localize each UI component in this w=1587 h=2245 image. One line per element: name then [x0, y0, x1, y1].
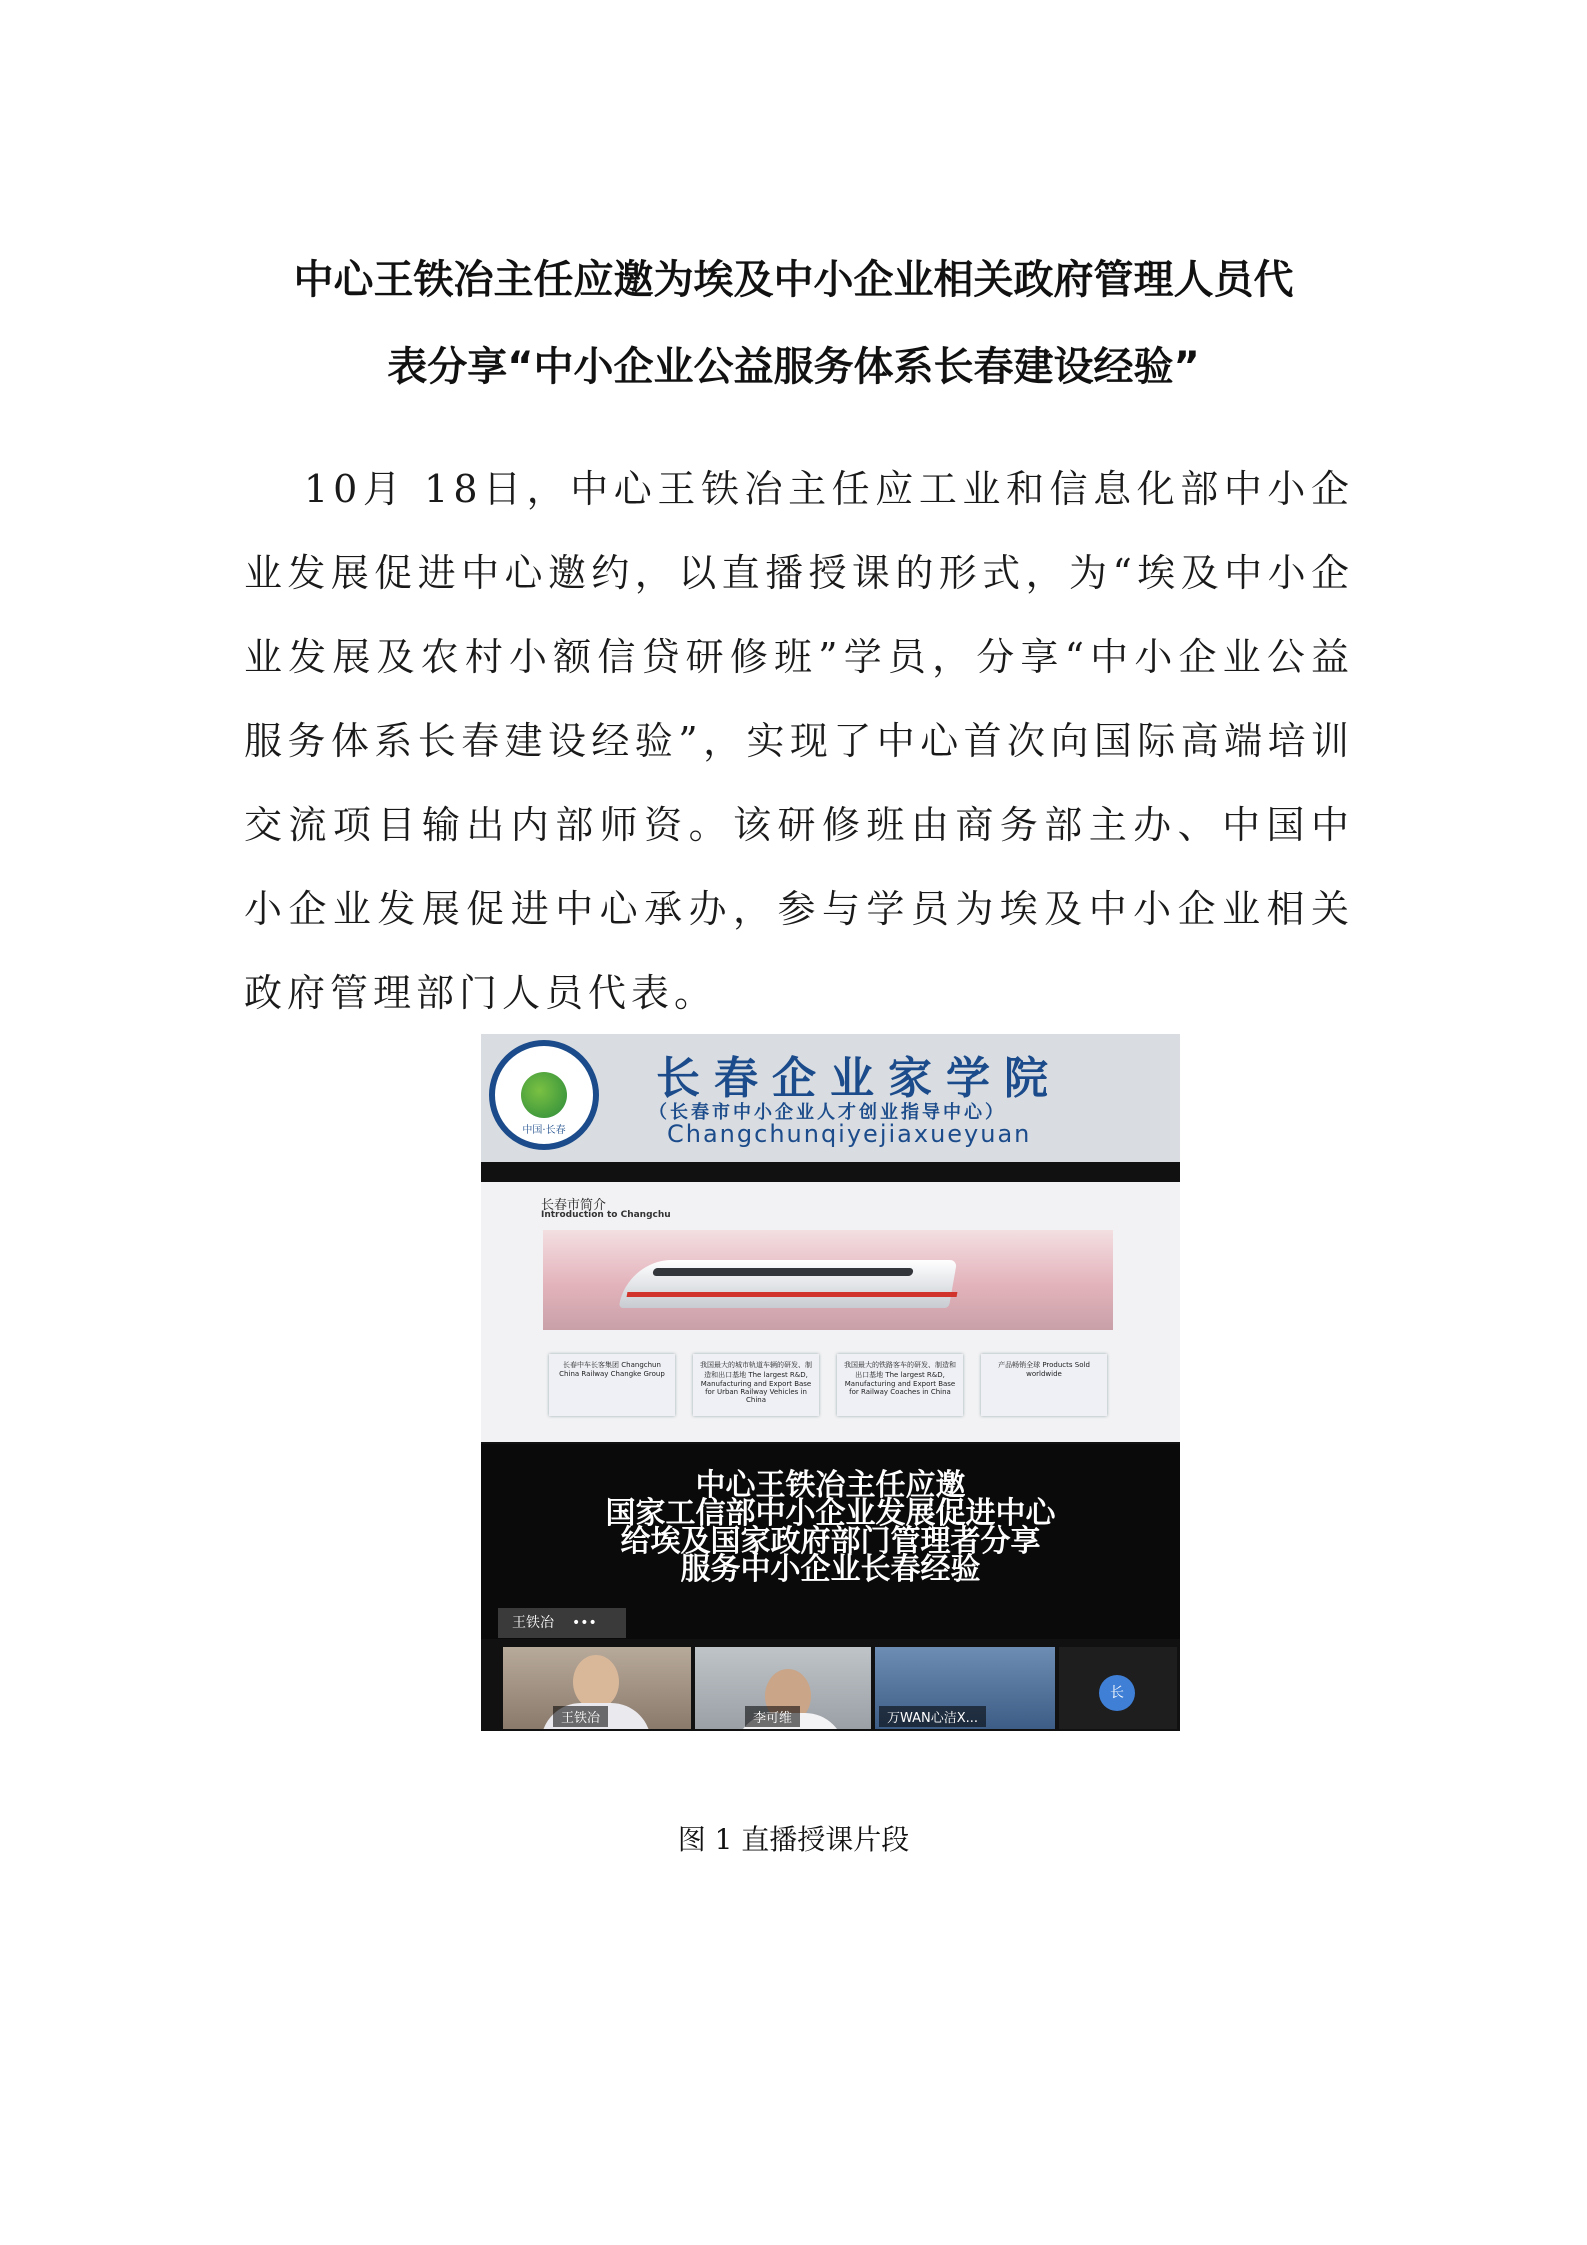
train-stripe — [627, 1292, 958, 1297]
logo-emblem-icon — [521, 1072, 567, 1118]
train-window — [652, 1268, 913, 1276]
slide-card: 我国最大的铁路客车的研发、制造和出口基地 The largest R&D, Manufacturing and Export Base for Railway Coaches in China — [837, 1354, 963, 1416]
participant-tile[interactable] — [875, 1647, 1055, 1729]
livestream-screenshot — [481, 1034, 1180, 1731]
slide-card: 长春中车长客集团 Changchun China Railway Changke Group — [549, 1354, 675, 1416]
speaker-tag[interactable] — [498, 1608, 626, 1638]
speaker-tag-name: 王铁冶 — [512, 1615, 554, 1631]
more-options-icon[interactable]: ••• — [572, 1615, 597, 1631]
slide-card: 产品畅销全球 Products Sold worldwide — [981, 1354, 1107, 1416]
participant-name: 万WAN心洁X... — [879, 1706, 986, 1727]
figure-caption: 图 1 直播授课片段 — [677, 1823, 910, 1856]
slide-cards — [549, 1354, 1109, 1416]
headline-overlay — [481, 1444, 1180, 1639]
participant-tile[interactable] — [1059, 1647, 1177, 1729]
presentation-slide — [481, 1182, 1180, 1442]
avatar — [573, 1655, 619, 1709]
school-banner — [481, 1034, 1180, 1162]
article-title-line-1: 中心王铁冶主任应邀为埃及中小企业相关政府管理人员代 — [293, 257, 1294, 303]
headline-text: 中心王铁冶主任应邀 国家工信部中小企业发展促进中心 给埃及国家政府部门管理者分享 服务中小企业长春经验 — [605, 1468, 1056, 1587]
participant-initial-avatar: 长 — [1099, 1675, 1135, 1711]
slide-title: 长春市简介 — [541, 1198, 607, 1213]
article-title-line-2: 表分享“中小企业公益服务体系长春建设经验” — [387, 344, 1200, 390]
school-logo — [489, 1040, 599, 1150]
school-name: 长春企业家学院 — [656, 1053, 1062, 1104]
slide-card: 我国最大的城市轨道车辆的研发、制造和出口基地 The largest R&D, Manufacturing and Export Base for Urban Railway Vehicles in China — [693, 1354, 819, 1416]
school-pinyin: Changchunqiyejiaxueyuan — [667, 1120, 1032, 1148]
participant-tile[interactable] — [695, 1647, 871, 1729]
slide-subtitle: Introduction to Changchu — [541, 1210, 671, 1220]
participant-name: 王铁冶 — [553, 1706, 608, 1727]
participant-strip — [481, 1639, 1180, 1731]
school-subtitle: （长春市中小企业人才创业指导中心） — [649, 1102, 1006, 1123]
participant-tile[interactable] — [503, 1647, 691, 1729]
participant-name: 李可维 — [745, 1706, 800, 1727]
logo-text: 中国·长春 — [522, 1125, 566, 1136]
body-paragraph: 10月 18日，中心王铁冶主任应工业和信息化部中小企业发展促进中心邀约，以直播授课的形式，为“埃及中小企业发展及农村小额信贷研修班”学员，分享“中小企业公益服务体系长春建设经验”，实现了中心首次向国际高端培训交流项目输出内部师资。该研修班由商务部主办、中国中小企业发展促进中心承办，参与学员为埃及中小企业相关政府管理部门人员代表。 — [244, 467, 1354, 1015]
train-image — [543, 1230, 1113, 1330]
